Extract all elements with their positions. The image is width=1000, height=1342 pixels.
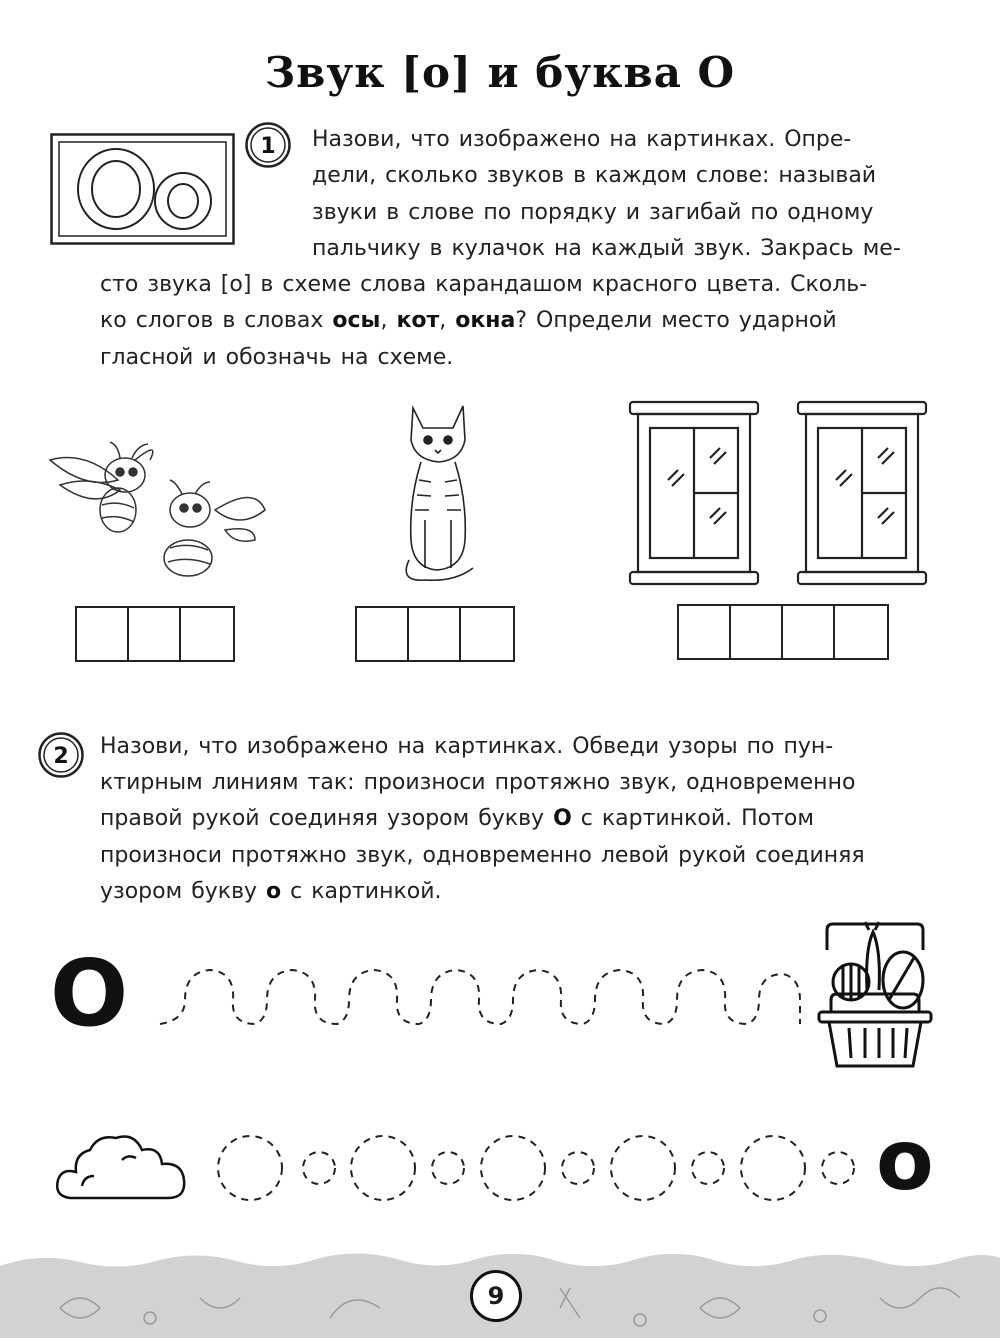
page-number: 9 [470, 1270, 522, 1322]
word-osy: осы [332, 308, 381, 333]
task-2-line-1: Назови, что изображено на картинках. Обведи узоры по пун- [100, 734, 834, 759]
line-text: ко слогов в словах [100, 308, 333, 333]
circles-tracing-pattern[interactable] [215, 1128, 865, 1208]
scheme-cell[interactable] [679, 606, 731, 658]
task-1-line-6: ко слогов в словах осы, кот, окна? Определи место ударной [100, 308, 837, 333]
wasps-picture [40, 430, 275, 590]
task-1-line-4: пальчику в кулачок на каждый звук. Закрась ме- [312, 236, 901, 261]
wavy-tracing-pattern[interactable] [155, 960, 805, 1032]
cat-picture [395, 400, 480, 590]
task-2-line-3: правой рукой соединяя узором букву О с картинкой. Потом [100, 806, 814, 831]
task-1-line-3: звуки в слове по порядку и загибай по одному [312, 200, 874, 225]
scheme-cell[interactable] [783, 606, 835, 658]
task-2-line-5: узором букву о с картинкой. [100, 879, 442, 904]
task-1-line-5: сто звука [о] в схеме слова карандашом красного цвета. Сколь- [100, 272, 868, 297]
task-1-line-1: Назови, что изображено на картинках. Опре- [312, 127, 852, 152]
cloud-picture [52, 1130, 190, 1204]
vegetable-basket-picture [815, 920, 935, 1070]
scheme-cell[interactable] [181, 608, 233, 660]
scheme-osy[interactable] [75, 606, 235, 662]
task-2-number: 2 [53, 744, 69, 769]
scheme-kot[interactable] [355, 606, 515, 662]
task-1-line-2: дели, сколько звуков в каждом слове: называй [312, 163, 877, 188]
page-title: Звук [о] и буква О [264, 48, 736, 97]
task-1-number: 1 [260, 134, 276, 159]
scheme-cell[interactable] [461, 608, 513, 660]
word-kot: кот [396, 308, 440, 333]
task-2-line-4: произноси протяжно звук, одновременно левой рукой соединяя [100, 843, 865, 868]
task-2-line-2: ктирным линиям так: произноси протяжно звук, одновременно [100, 770, 856, 795]
scheme-cell[interactable] [731, 606, 783, 658]
scheme-cell[interactable] [357, 608, 409, 660]
scheme-cell[interactable] [77, 608, 129, 660]
word-okna: окна [455, 308, 516, 333]
scheme-okna[interactable] [677, 604, 889, 660]
scheme-cell[interactable] [129, 608, 181, 660]
task-1-number-badge [245, 122, 291, 168]
task-2-number-badge [38, 732, 84, 778]
letter-O-bold: О [553, 806, 572, 831]
windows-picture [628, 400, 944, 586]
letter-o-bold: о [266, 879, 282, 904]
big-letter-O: O [50, 940, 129, 1047]
small-letter-o: o [876, 1111, 934, 1209]
scheme-cell[interactable] [835, 606, 887, 658]
scheme-cell[interactable] [409, 608, 461, 660]
task-1-line-7: гласной и обозначь на схеме. [100, 345, 454, 370]
letter-card [50, 133, 235, 245]
